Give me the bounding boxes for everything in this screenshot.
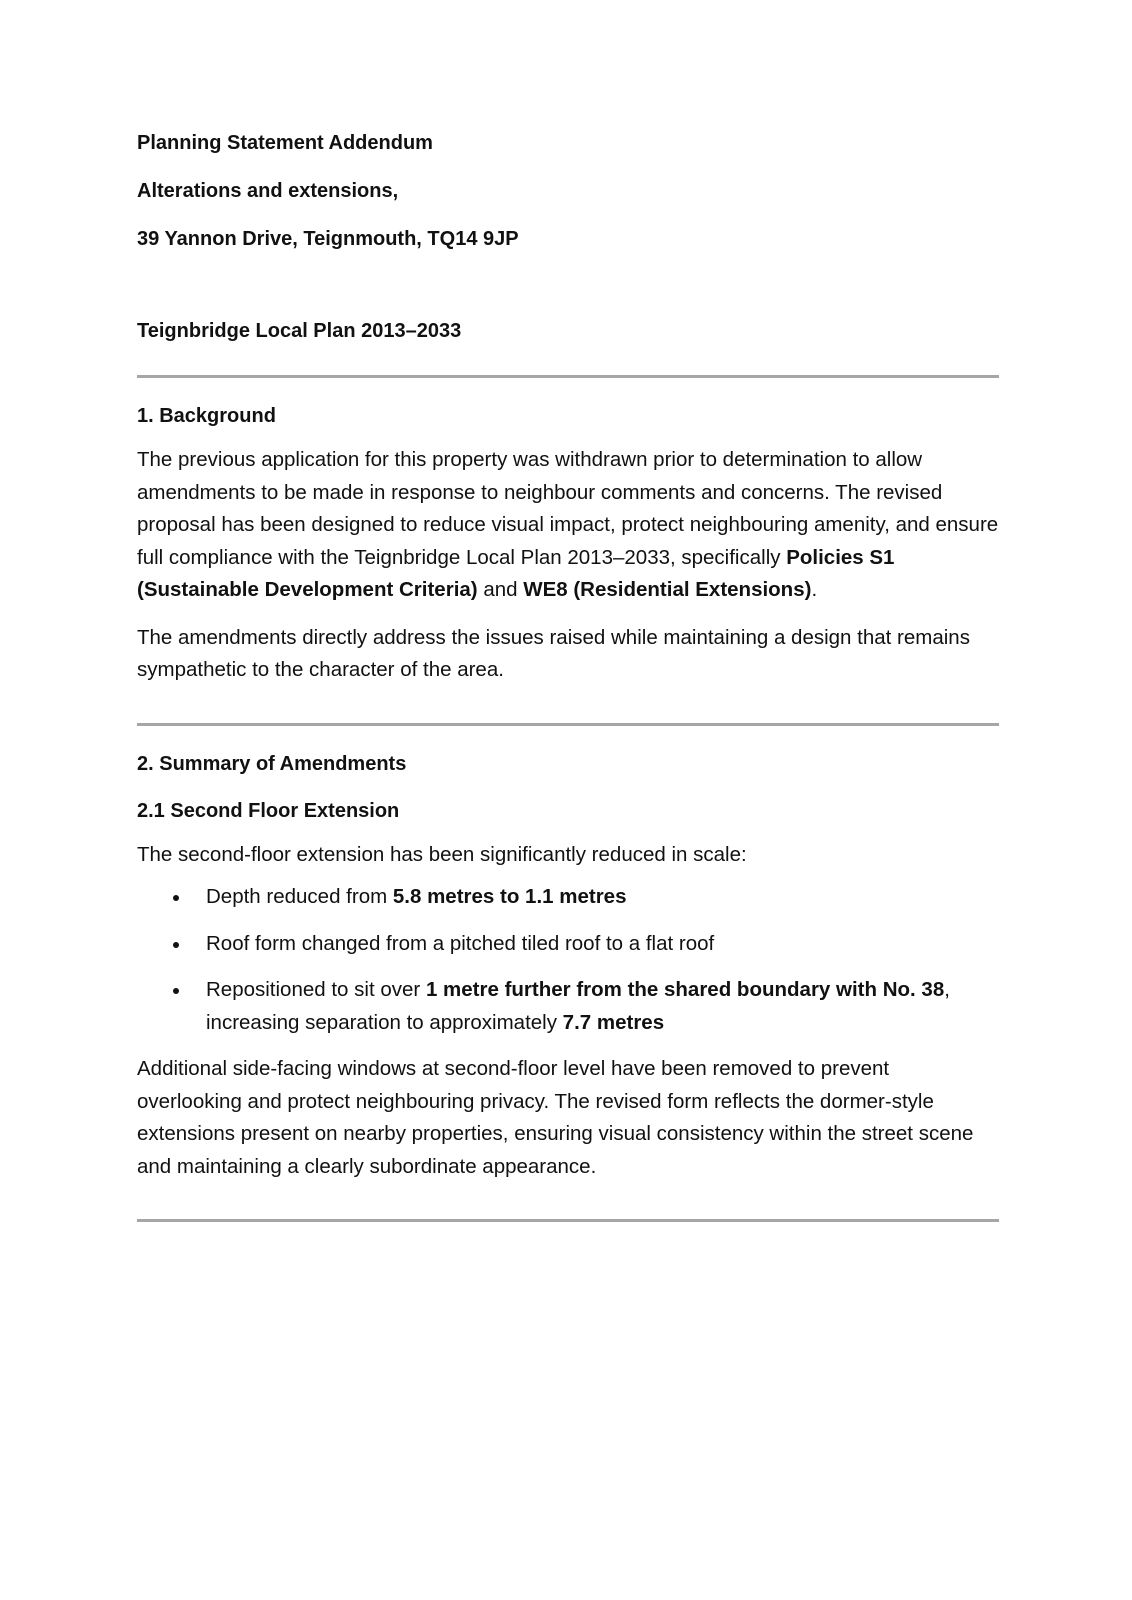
document-subtitle: Alterations and extensions, xyxy=(137,180,399,202)
document-title: Planning Statement Addendum xyxy=(137,132,433,154)
section-heading-background: 1. Background xyxy=(137,405,276,427)
divider xyxy=(137,375,999,378)
amendments-intro: The second-floor extension has been significantly reduced in scale: xyxy=(137,842,747,866)
background-paragraph-2: The amendments directly address the issues raised while maintaining a design that remains sympathetic to the character of the area. xyxy=(137,625,970,681)
bullet-icon xyxy=(173,895,179,901)
amendments-closing-paragraph: Additional side-facing windows at second-floor level have been removed to prevent overlooking and protect neighbouring privacy. The revised form reflects the dormer-style extensions present on nearby properties, ensuring visual consistency within the street scene and maintaining a clearly subordinate appearance. xyxy=(137,1057,974,1178)
amendments-list xyxy=(137,881,999,1039)
list-item: Repositioned to sit over 1 metre further from the shared boundary with No. 38, increasing separation to approximately 7.7 metres xyxy=(137,974,999,1039)
property-address: 39 Yannon Drive, Teignmouth, TQ14 9JP xyxy=(137,228,519,250)
divider xyxy=(137,723,999,726)
local-plan-title: Teignbridge Local Plan 2013–2033 xyxy=(137,320,462,342)
background-paragraph-1: The previous application for this property was withdrawn prior to determination to allow amendments to be made in response to neighbour comments and concerns. The revised proposal has been designed to reduce visual impact, protect neighbouring amenity, and ensure full compliance with the Teignbridge Local Plan 2013–2033, specifically Policies S1 (Sustainable Development Criteria) and WE8 (Residential Extensions). xyxy=(137,448,999,601)
document-page xyxy=(137,130,999,1222)
divider xyxy=(137,1219,999,1222)
bullet-icon xyxy=(173,942,179,948)
bullet-icon xyxy=(173,988,179,994)
policy-s1-reference: Policies S1 (Sustainable Development Criteria) xyxy=(137,545,895,601)
list-item: Roof form changed from a pitched tiled roof to a flat roof xyxy=(137,928,999,961)
subsection-heading-second-floor: 2.1 Second Floor Extension xyxy=(137,799,400,822)
section-heading-amendments: 2. Summary of Amendments xyxy=(137,752,407,775)
list-item: Depth reduced from 5.8 metres to 1.1 metres xyxy=(137,881,999,914)
policy-we8-reference: WE8 (Residential Extensions) xyxy=(523,578,812,601)
